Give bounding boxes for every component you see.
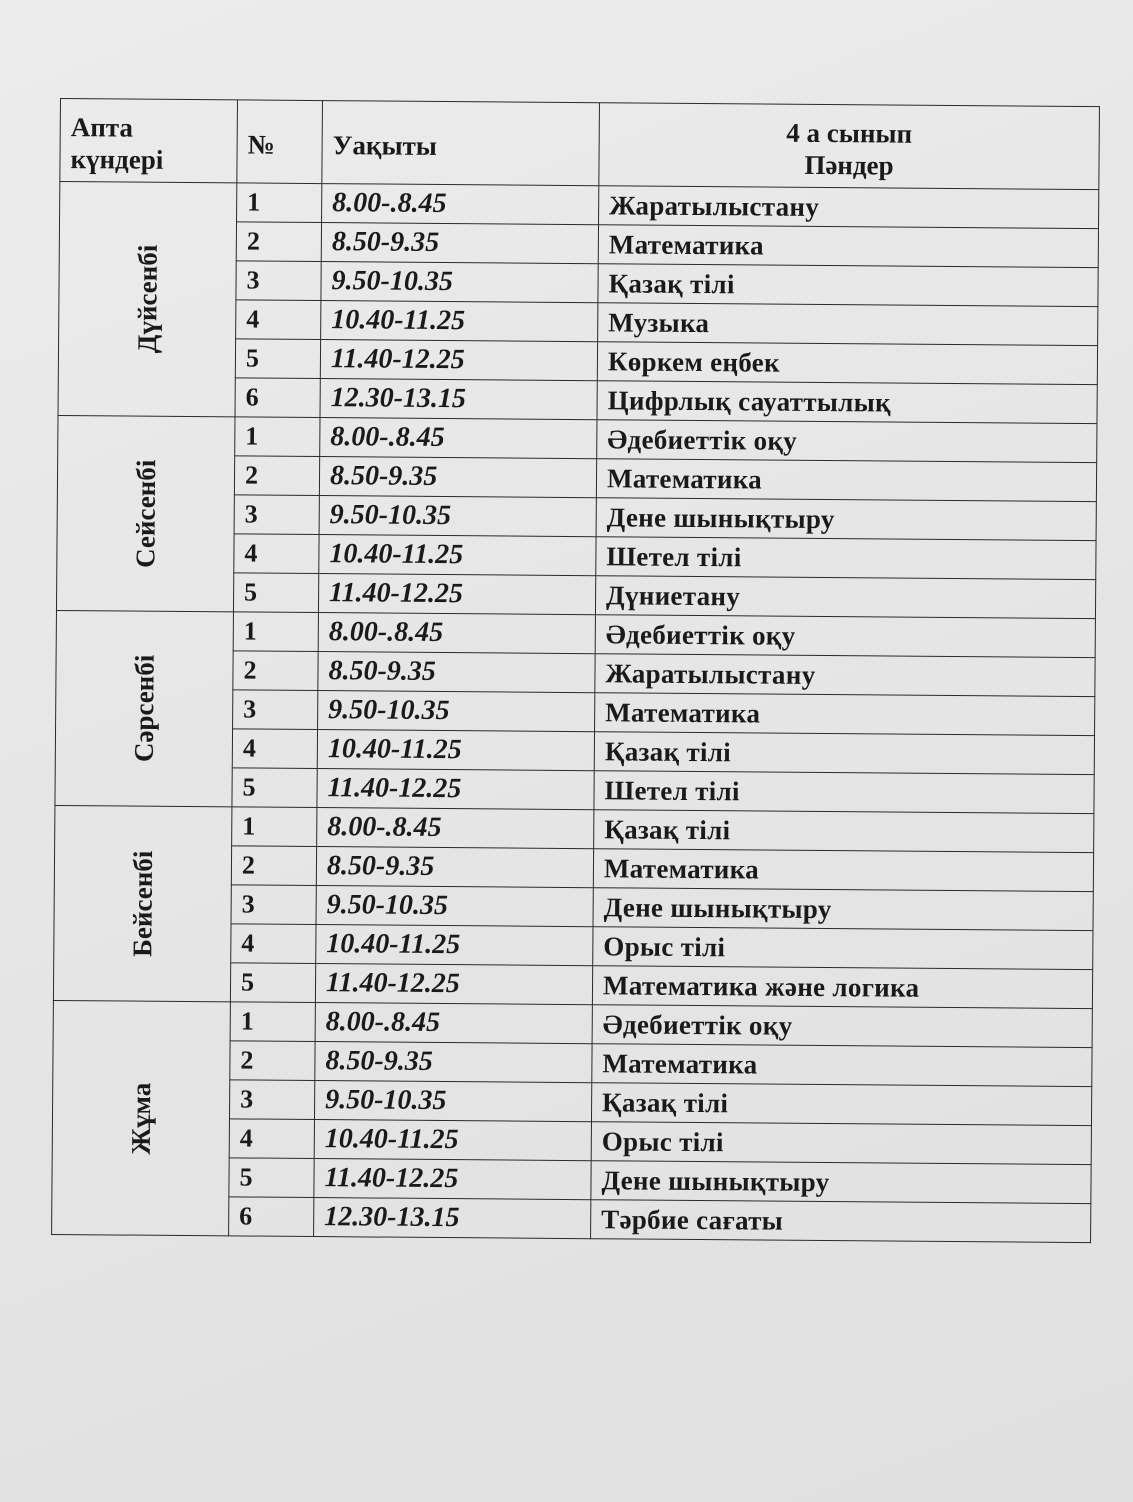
lesson-time: 8.00-.8.45 — [320, 418, 597, 459]
header-days-line1: Апта — [70, 112, 134, 143]
day-name: Дүйсенбі — [131, 244, 163, 354]
lesson-number: 2 — [236, 222, 321, 262]
lesson-number: 1 — [233, 612, 318, 652]
lesson-subject: Дүниетану — [595, 576, 1095, 619]
lesson-time: 9.50-10.35 — [316, 886, 593, 927]
lesson-row — [58, 415, 1097, 462]
lesson-subject: Орыс тілі — [593, 927, 1093, 970]
lesson-number: 1 — [232, 807, 317, 847]
lesson-number: 4 — [236, 300, 321, 340]
lesson-time: 10.40-11.25 — [314, 1120, 591, 1161]
lesson-number: 5 — [235, 339, 320, 379]
header-class-line2: Пәндер — [804, 149, 894, 181]
lesson-subject: Шетел тілі — [594, 771, 1094, 814]
lesson-number: 1 — [235, 417, 320, 457]
lesson-number: 3 — [234, 495, 319, 535]
lesson-number: 2 — [230, 1041, 315, 1081]
lesson-number: 2 — [231, 846, 316, 886]
lesson-number: 4 — [229, 1119, 314, 1159]
lesson-time: 9.50-10.35 — [318, 691, 595, 732]
lesson-subject: Математика — [595, 693, 1095, 736]
lesson-number: 1 — [230, 1002, 315, 1042]
lesson-row — [53, 1000, 1092, 1047]
lesson-time: 8.50-9.35 — [318, 652, 595, 693]
header-class — [599, 103, 1100, 190]
lesson-subject: Қазақ тілі — [594, 732, 1094, 775]
lesson-subject: Әдебиеттік оқу — [597, 420, 1097, 463]
day-cell — [58, 182, 237, 417]
lesson-time: 9.50-10.35 — [319, 496, 596, 537]
lesson-subject: Орыс тілі — [591, 1122, 1091, 1165]
header-row — [60, 99, 1100, 190]
lesson-time: 8.00-.8.45 — [322, 184, 599, 225]
lesson-row — [55, 805, 1094, 852]
lesson-subject: Математика және логика — [592, 966, 1092, 1009]
lesson-row — [60, 182, 1099, 229]
day-name: Сәрсенбі — [128, 654, 160, 763]
lesson-subject: Дене шынықтыру — [596, 498, 1096, 541]
lesson-time: 8.50-9.35 — [316, 847, 593, 888]
lesson-subject: Математика — [592, 1044, 1092, 1087]
header-days — [60, 99, 238, 183]
lesson-subject: Математика — [593, 849, 1093, 892]
header-number: № — [237, 100, 323, 184]
lesson-time: 10.40-11.25 — [316, 925, 593, 966]
day-cell — [52, 1000, 231, 1235]
lesson-time: 8.50-9.35 — [315, 1042, 592, 1083]
lesson-row — [56, 610, 1095, 657]
header-class-line1: 4 а сынып — [786, 117, 913, 149]
lesson-time: 10.40-11.25 — [317, 730, 594, 771]
lesson-subject: Әдебиеттік оқу — [595, 615, 1095, 658]
lesson-subject: Математика — [596, 459, 1096, 502]
lesson-subject: Қазақ тілі — [591, 1083, 1091, 1126]
lesson-time: 8.50-9.35 — [321, 223, 598, 264]
lesson-time: 10.40-11.25 — [319, 535, 596, 576]
lesson-number: 4 — [234, 534, 319, 574]
lesson-subject: Әдебиеттік оқу — [592, 1005, 1092, 1048]
lesson-number: 6 — [229, 1197, 314, 1237]
day-name: Жұма — [125, 1082, 156, 1155]
lesson-number: 6 — [235, 378, 320, 418]
lesson-time: 9.50-10.35 — [314, 1081, 591, 1122]
lesson-subject: Дене шынықтыру — [593, 888, 1093, 931]
lesson-number: 4 — [232, 729, 317, 769]
lesson-time: 8.50-9.35 — [319, 457, 596, 498]
lesson-number: 5 — [233, 573, 318, 613]
day-cell — [55, 610, 234, 806]
day-cell — [53, 805, 232, 1001]
lesson-subject: Дене шынықтыру — [591, 1161, 1091, 1204]
day-cell — [56, 415, 235, 611]
lesson-subject: Музыка — [598, 303, 1098, 346]
lesson-number: 5 — [232, 768, 317, 808]
lesson-time: 11.40-12.25 — [320, 340, 597, 381]
lesson-time: 8.00-.8.45 — [318, 613, 595, 654]
lesson-number: 3 — [236, 261, 321, 301]
lesson-subject: Жаратылыстану — [595, 654, 1095, 697]
lesson-number: 5 — [229, 1158, 314, 1198]
day-name: Бейсенбі — [126, 850, 158, 957]
lesson-subject: Көркем еңбек — [597, 342, 1097, 385]
lesson-number: 2 — [234, 456, 319, 496]
lesson-time: 12.30-13.15 — [314, 1198, 591, 1239]
lesson-number: 2 — [233, 651, 318, 691]
lesson-time: 12.30-13.15 — [320, 379, 597, 420]
lesson-subject: Цифрлық сауаттылық — [597, 381, 1097, 424]
lesson-subject: Жаратылыстану — [599, 186, 1099, 229]
lesson-subject: Қазақ тілі — [594, 810, 1094, 853]
lesson-time: 11.40-12.25 — [314, 1159, 591, 1200]
lesson-number: 3 — [229, 1080, 314, 1120]
lesson-time: 11.40-12.25 — [317, 769, 594, 810]
lesson-time: 9.50-10.35 — [321, 262, 598, 303]
timetable — [51, 98, 1100, 1243]
day-name: Сейсенбі — [129, 459, 161, 568]
lesson-subject: Математика — [598, 225, 1098, 268]
lesson-time: 11.40-12.25 — [318, 574, 595, 615]
lesson-time: 10.40-11.25 — [321, 301, 598, 342]
timetable-body — [52, 182, 1099, 1243]
lesson-number: 1 — [237, 183, 322, 223]
lesson-number: 3 — [233, 690, 318, 730]
lesson-time: 8.00-.8.45 — [315, 1003, 592, 1044]
lesson-subject: Тәрбие сағаты — [591, 1200, 1091, 1243]
lesson-number: 3 — [231, 885, 316, 925]
lesson-time: 8.00-.8.45 — [317, 808, 594, 849]
lesson-subject: Қазақ тілі — [598, 264, 1098, 307]
lesson-subject: Шетел тілі — [596, 537, 1096, 580]
lesson-number: 4 — [231, 924, 316, 964]
lesson-number: 5 — [230, 963, 315, 1003]
lesson-time: 11.40-12.25 — [315, 964, 592, 1005]
header-days-line2: күндері — [70, 144, 164, 175]
header-time: Уақыты — [322, 101, 600, 186]
